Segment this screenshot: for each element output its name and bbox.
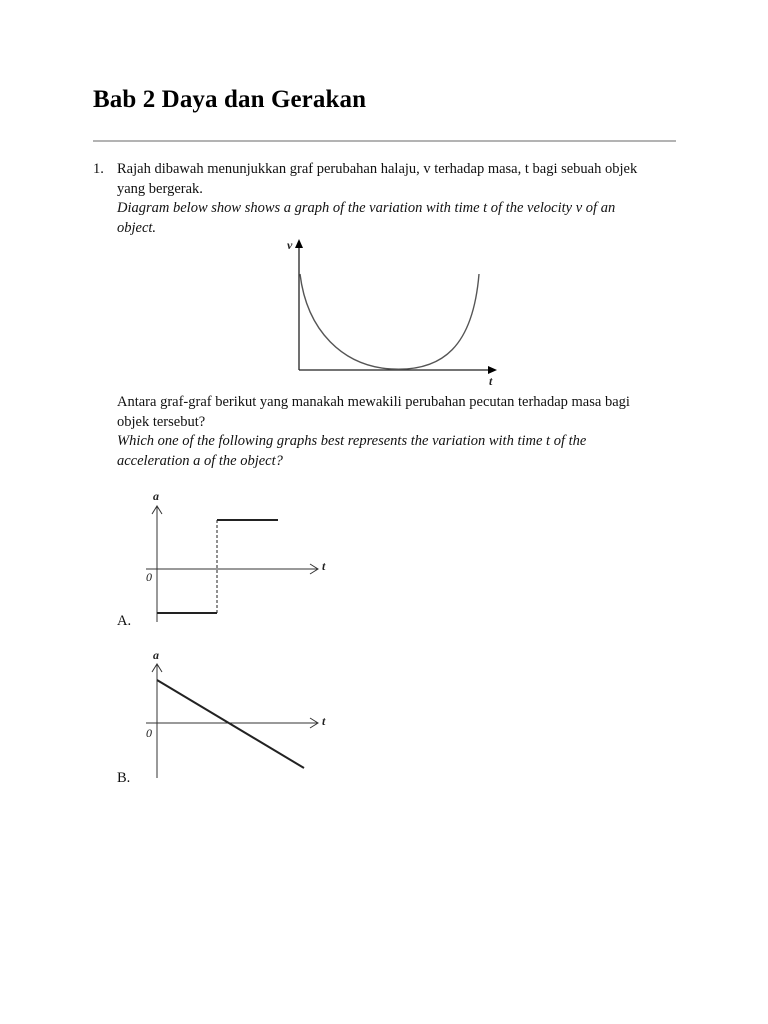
t-axis-arrow-icon <box>488 366 497 374</box>
option-a-label[interactable]: A. <box>117 613 132 629</box>
prompt-malay-line-1: Antara graf-graf berikut yang manakah mewakili perubahan pecutan terhadap masa bagi <box>117 394 630 410</box>
v-axis-arrow-icon <box>295 239 303 248</box>
question-number: 1. <box>93 161 104 177</box>
question-intro <box>117 160 677 238</box>
option-a-origin-label: 0 <box>146 570 152 584</box>
option-b-t-axis-label: t <box>322 714 326 728</box>
intro-english-line-1: Diagram below show shows a graph of the variation with time t of the velocity v of an <box>117 200 616 216</box>
intro-malay-line-1: Rajah dibawah menunjukkan graf perubahan halaju, v terhadap masa, t bagi sebuah objek <box>117 161 638 177</box>
velocity-time-graph <box>283 236 503 388</box>
v-axis-label: v <box>287 238 293 252</box>
option-b-label[interactable]: B. <box>117 770 131 786</box>
option-a-t-axis-label: t <box>322 559 326 573</box>
t-axis-label: t <box>489 374 493 388</box>
question-prompt <box>117 393 677 471</box>
option-b-a-axis-label: a <box>153 648 159 662</box>
prompt-malay-line-2: objek tersebut? <box>117 413 206 430</box>
page-title: Bab 2 Daya dan Gerakan <box>93 86 367 113</box>
intro-english-line-2: object. <box>117 219 157 236</box>
option-a-graph <box>140 488 340 628</box>
prompt-english-line-1: Which one of the following graphs best represents the variation with time t of the <box>117 433 587 449</box>
title-divider <box>93 140 676 142</box>
prompt-english-line-2: acceleration a of the object? <box>117 452 283 469</box>
option-b-graph <box>140 646 340 781</box>
intro-malay-line-2: yang bergerak. <box>117 180 203 197</box>
option-b-decreasing-line <box>157 680 304 768</box>
option-a-a-axis-label: a <box>153 489 159 503</box>
option-b-origin-label: 0 <box>146 726 152 740</box>
velocity-curve <box>300 274 479 369</box>
